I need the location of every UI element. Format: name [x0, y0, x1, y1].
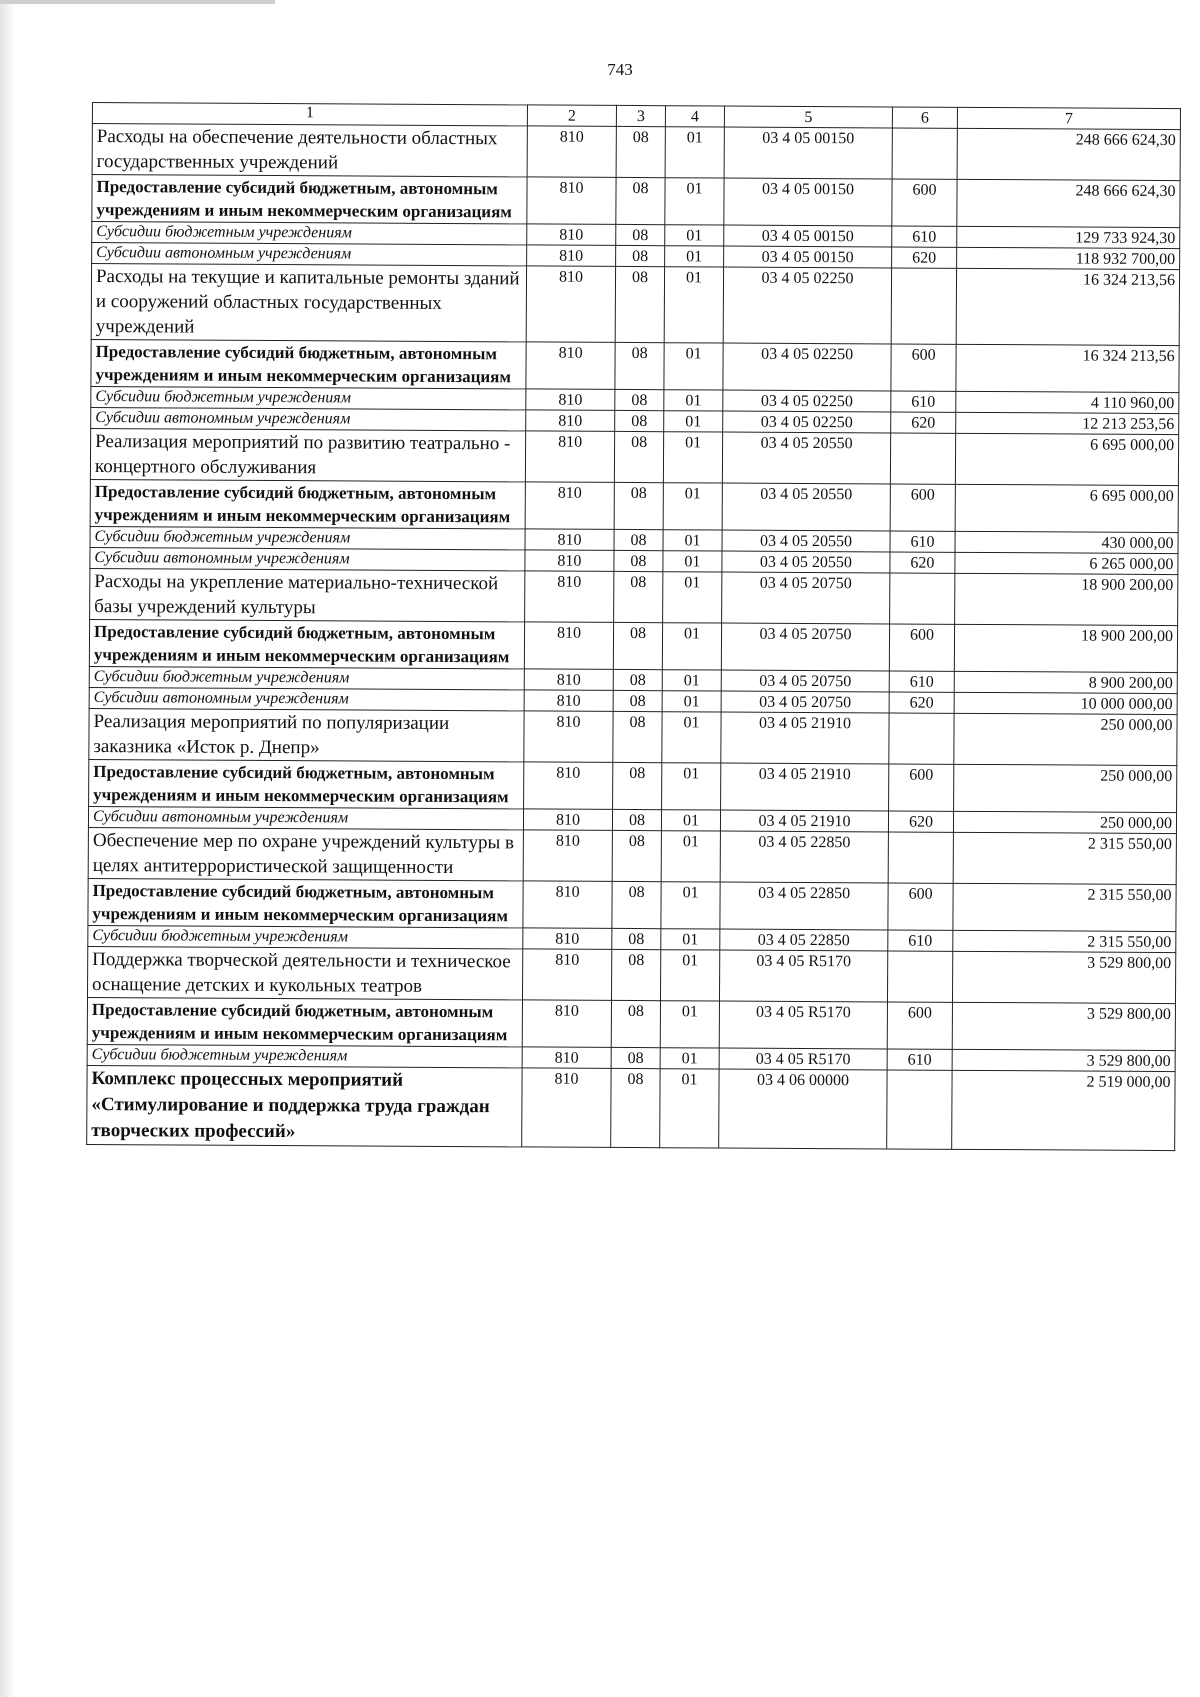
grbs-code-cell: 810: [527, 126, 616, 177]
item-name-cell: Реализация мероприятий по развитию театрально - концертного обслуживания: [90, 428, 525, 481]
amount-cell: 12 213 253,56: [956, 412, 1179, 434]
subsection-code-cell: 01: [665, 127, 724, 178]
section-code-cell: 08: [616, 224, 665, 245]
target-article-cell: 03 4 05 00150: [724, 127, 892, 179]
grbs-code-cell: 810: [524, 711, 613, 762]
target-article-cell: 03 4 05 20550: [722, 551, 890, 573]
subsection-code-cell: 01: [665, 246, 724, 267]
section-code-cell: 08: [611, 1000, 660, 1047]
item-name-cell: Расходы на укрепление материально-технической базы учреждений культуры: [90, 568, 525, 621]
table-row: [87, 1065, 1175, 1150]
target-article-cell: 03 4 05 02250: [723, 343, 891, 391]
section-code-cell: 08: [613, 711, 662, 762]
grbs-code-cell: 810: [522, 1047, 611, 1068]
subsection-code-cell: 01: [662, 670, 721, 691]
target-article-cell: 03 4 05 20550: [722, 432, 890, 484]
column-header: 4: [665, 106, 724, 127]
target-article-cell: 03 4 05 22850: [720, 831, 888, 883]
target-article-cell: 03 4 05 21910: [720, 810, 888, 832]
item-name-cell: Обеспечение мер по охране учреждений культуры в целях антитеррористической защищенности: [88, 827, 523, 880]
expense-type-cell: 610: [891, 391, 956, 412]
expense-type-cell: 600: [889, 624, 954, 671]
section-code-cell: 08: [611, 1047, 660, 1068]
expense-type-cell: 610: [889, 671, 954, 692]
grbs-code-cell: 810: [527, 245, 616, 266]
section-code-cell: 08: [615, 410, 664, 431]
amount-cell: 248 666 624,30: [957, 179, 1180, 227]
section-code-cell: 08: [611, 1068, 660, 1147]
section-code-cell: 08: [615, 342, 664, 389]
section-code-cell: 08: [616, 177, 665, 224]
section-code-cell: 08: [612, 809, 661, 830]
table-row: [89, 759, 1177, 812]
amount-cell: 16 324 213,56: [956, 344, 1179, 392]
subsection-code-cell: 01: [663, 572, 722, 623]
column-header: 1: [92, 103, 527, 126]
amount-cell: 2 315 550,00: [953, 930, 1176, 952]
target-article-cell: 03 4 05 20750: [722, 572, 890, 624]
item-name-cell: Субсидии автономным учреждениям: [92, 243, 527, 266]
item-name-cell: Субсидии бюджетным учреждениям: [90, 526, 525, 549]
item-name-cell: Субсидии бюджетным учреждениям: [91, 386, 526, 409]
target-article-cell: 03 4 05 22850: [720, 882, 888, 930]
budget-table-body: [87, 103, 1181, 1151]
table-row: [88, 878, 1176, 931]
table-row: [92, 175, 1180, 228]
expense-type-cell: 610: [888, 930, 953, 951]
table-row: [90, 428, 1178, 485]
expense-type-cell: 610: [892, 226, 957, 247]
amount-cell: 2 519 000,00: [952, 1070, 1175, 1150]
amount-cell: 18 900 200,00: [954, 624, 1177, 672]
expense-type-cell: 610: [890, 531, 955, 552]
table-row: [92, 124, 1180, 181]
target-article-cell: 03 4 05 21910: [721, 763, 889, 811]
amount-cell: 3 529 800,00: [952, 1002, 1175, 1050]
section-code-cell: 08: [614, 571, 663, 622]
item-name-cell: Комплекс процессных мероприятий «Стимулирование и поддержка труда граждан творческих профессий»: [87, 1065, 522, 1146]
amount-cell: 118 932 700,00: [957, 247, 1180, 269]
section-code-cell: 08: [616, 245, 665, 266]
item-name-cell: Субсидии бюджетным учреждениям: [89, 666, 524, 689]
section-code-cell: 08: [612, 928, 661, 949]
amount-cell: 18 900 200,00: [955, 573, 1178, 625]
grbs-code-cell: 810: [527, 177, 616, 224]
item-name-cell: Субсидии автономным учреждениям: [88, 806, 523, 829]
subsection-code-cell: 01: [663, 483, 722, 530]
target-article-cell: 03 4 05 20750: [721, 623, 889, 671]
section-code-cell: 08: [615, 389, 664, 410]
item-name-cell: Расходы на текущие и капитальные ремонты зданий и сооружений областных государственных учреждений: [91, 264, 526, 342]
amount-cell: 10 000 000,00: [954, 692, 1177, 714]
table-row: [91, 339, 1179, 392]
grbs-code-cell: 810: [524, 690, 613, 711]
grbs-code-cell: 810: [524, 622, 613, 669]
amount-cell: 6 695 000,00: [955, 484, 1178, 532]
amount-cell: 248 666 624,30: [957, 128, 1180, 180]
target-article-cell: 03 4 05 R5170: [719, 1048, 887, 1070]
section-code-cell: 08: [613, 669, 662, 690]
item-name-cell: Субсидии автономным учреждениям: [91, 407, 526, 430]
item-name-cell: Субсидии бюджетным учреждениям: [88, 925, 523, 948]
target-article-cell: 03 4 05 21910: [721, 712, 889, 764]
grbs-code-cell: 810: [525, 529, 614, 550]
section-code-cell: 08: [614, 529, 663, 550]
target-article-cell: 03 4 05 20550: [722, 483, 890, 531]
target-article-cell: 03 4 05 00150: [724, 178, 892, 226]
section-code-cell: 08: [613, 690, 662, 711]
expense-type-cell: 600: [888, 883, 953, 930]
target-article-cell: 03 4 05 00150: [724, 225, 892, 247]
subsection-code-cell: 01: [663, 432, 722, 483]
subsection-code-cell: 01: [663, 551, 722, 572]
amount-cell: 250 000,00: [954, 713, 1177, 765]
table-row: [89, 708, 1177, 765]
amount-cell: 6 695 000,00: [955, 433, 1178, 485]
grbs-code-cell: 810: [526, 342, 615, 389]
budget-table-wrapper: [86, 102, 1181, 1151]
subsection-code-cell: 01: [662, 763, 721, 810]
grbs-code-cell: 810: [524, 762, 613, 809]
page-number: 743: [607, 60, 633, 79]
grbs-code-cell: 810: [525, 482, 614, 529]
amount-cell: 250 000,00: [953, 811, 1176, 833]
subsection-code-cell: 01: [661, 810, 720, 831]
target-article-cell: 03 4 05 22850: [720, 929, 888, 951]
amount-cell: 2 315 550,00: [953, 832, 1176, 884]
target-article-cell: 03 4 06 00000: [719, 1069, 887, 1149]
grbs-code-cell: 810: [526, 389, 615, 410]
item-name-cell: Предоставление субсидий бюджетным, автономным учреждениям и иным некоммерческим организациям: [89, 619, 524, 668]
target-article-cell: 03 4 05 02250: [723, 267, 891, 344]
column-header: 3: [616, 105, 665, 126]
expense-type-cell: 600: [891, 344, 956, 391]
expense-type-cell: 600: [890, 484, 955, 531]
expense-type-cell: 620: [892, 247, 957, 268]
amount-cell: 430 000,00: [955, 531, 1178, 553]
subsection-code-cell: 01: [665, 178, 724, 225]
amount-cell: 3 529 800,00: [952, 951, 1175, 1003]
item-name-cell: Предоставление субсидий бюджетным, автономным учреждениям и иным некоммерческим организациям: [90, 479, 525, 528]
section-code-cell: 08: [614, 431, 663, 482]
grbs-code-cell: 810: [523, 830, 612, 881]
table-row: [88, 827, 1176, 884]
item-name-cell: Субсидии автономным учреждениям: [90, 547, 525, 570]
expense-type-cell: [891, 268, 956, 344]
table-row: [90, 479, 1178, 532]
subsection-code-cell: 01: [663, 530, 722, 551]
subsection-code-cell: 01: [660, 1001, 719, 1048]
expense-type-cell: [889, 713, 954, 764]
grbs-code-cell: 810: [523, 881, 612, 928]
budget-table: [86, 102, 1181, 1151]
expense-type-cell: [890, 433, 955, 484]
target-article-cell: 03 4 05 20550: [722, 530, 890, 552]
target-article-cell: 03 4 05 02250: [723, 411, 891, 433]
expense-type-cell: 600: [889, 764, 954, 811]
subsection-code-cell: 01: [664, 390, 723, 411]
item-name-cell: Предоставление субсидий бюджетным, автономным учреждениям и иным некоммерческим организациям: [89, 759, 524, 808]
section-code-cell: 08: [614, 482, 663, 529]
grbs-code-cell: 810: [523, 928, 612, 949]
table-row: [87, 997, 1175, 1050]
section-code-cell: 08: [616, 126, 665, 177]
subsection-code-cell: 01: [660, 1069, 719, 1148]
item-name-cell: Субсидии автономным учреждениям: [89, 687, 524, 710]
target-article-cell: 03 4 05 20750: [721, 691, 889, 713]
amount-cell: 16 324 213,56: [956, 268, 1179, 345]
section-code-cell: 08: [614, 550, 663, 571]
target-article-cell: 03 4 05 02250: [723, 390, 891, 412]
expense-type-cell: 620: [891, 412, 956, 433]
target-article-cell: 03 4 05 00150: [724, 246, 892, 268]
grbs-code-cell: 810: [525, 571, 614, 622]
amount-cell: 4 110 960,00: [956, 391, 1179, 413]
target-article-cell: 03 4 05 20750: [721, 670, 889, 692]
column-header: 5: [724, 106, 892, 128]
subsection-code-cell: 01: [664, 343, 723, 390]
expense-type-cell: 600: [892, 179, 957, 226]
section-code-cell: 08: [613, 762, 662, 809]
expense-type-cell: [888, 832, 953, 883]
section-code-cell: 08: [612, 881, 661, 928]
subsection-code-cell: 01: [661, 831, 720, 882]
grbs-code-cell: 810: [525, 550, 614, 571]
amount-cell: 129 733 924,30: [957, 226, 1180, 248]
amount-cell: 8 900 200,00: [954, 671, 1177, 693]
subsection-code-cell: 01: [664, 411, 723, 432]
expense-type-cell: 620: [889, 692, 954, 713]
section-code-cell: 08: [613, 622, 662, 669]
grbs-code-cell: 810: [525, 431, 614, 482]
expense-type-cell: [887, 1070, 952, 1149]
item-name-cell: Предоставление субсидий бюджетным, автономным учреждениям и иным некоммерческим организациям: [91, 339, 526, 388]
column-header: 2: [527, 105, 616, 126]
grbs-code-cell: 810: [526, 266, 615, 342]
grbs-code-cell: 810: [527, 224, 616, 245]
expense-type-cell: 600: [887, 1002, 952, 1049]
item-name-cell: Предоставление субсидий бюджетным, автономным учреждениям и иным некоммерческим организациям: [92, 175, 527, 224]
section-code-cell: 08: [615, 266, 664, 342]
subsection-code-cell: 01: [660, 950, 719, 1001]
subsection-code-cell: 01: [664, 267, 723, 343]
scan-edge-shadow: [0, 0, 16, 1697]
item-name-cell: Субсидии бюджетным учреждениям: [87, 1044, 522, 1067]
section-code-cell: 08: [612, 830, 661, 881]
amount-cell: 6 265 000,00: [955, 552, 1178, 574]
expense-type-cell: 620: [890, 552, 955, 573]
target-article-cell: 03 4 05 R5170: [719, 1001, 887, 1049]
amount-cell: 250 000,00: [954, 764, 1177, 812]
grbs-code-cell: 810: [522, 1068, 611, 1147]
item-name-cell: Поддержка творческой деятельности и техническое оснащение детских и кукольных театров: [87, 946, 522, 999]
grbs-code-cell: 810: [522, 949, 611, 1000]
item-name-cell: Расходы на обеспечение деятельности областных государственных учреждений: [92, 124, 527, 177]
item-name-cell: Предоставление субсидий бюджетным, автономным учреждениям и иным некоммерческим организациям: [88, 878, 523, 927]
item-name-cell: Предоставление субсидий бюджетным, автономным учреждениям и иным некоммерческим организациям: [87, 997, 522, 1046]
expense-type-cell: [892, 128, 957, 179]
subsection-code-cell: 01: [665, 225, 724, 246]
grbs-code-cell: 810: [522, 1000, 611, 1047]
grbs-code-cell: 810: [526, 410, 615, 431]
subsection-code-cell: 01: [661, 929, 720, 950]
column-header: 6: [892, 107, 957, 128]
expense-type-cell: [887, 951, 952, 1002]
scan-top-line: [0, 0, 275, 4]
subsection-code-cell: 01: [661, 882, 720, 929]
expense-type-cell: 620: [888, 811, 953, 832]
item-name-cell: Субсидии бюджетным учреждениям: [92, 222, 527, 245]
subsection-code-cell: 01: [662, 712, 721, 763]
target-article-cell: 03 4 05 R5170: [719, 950, 887, 1002]
expense-type-cell: [890, 573, 955, 624]
table-row: [90, 568, 1178, 625]
subsection-code-cell: 01: [662, 623, 721, 670]
subsection-code-cell: 01: [662, 691, 721, 712]
table-row: [91, 264, 1179, 346]
column-header: 7: [957, 107, 1180, 129]
amount-cell: 3 529 800,00: [952, 1049, 1175, 1071]
table-row: [89, 619, 1177, 672]
expense-type-cell: 610: [887, 1049, 952, 1070]
grbs-code-cell: 810: [524, 669, 613, 690]
table-row: [87, 946, 1175, 1003]
grbs-code-cell: 810: [523, 809, 612, 830]
amount-cell: 2 315 550,00: [953, 883, 1176, 931]
subsection-code-cell: 01: [660, 1048, 719, 1069]
item-name-cell: Реализация мероприятий по популяризации заказника «Исток р. Днепр»: [89, 708, 524, 761]
section-code-cell: 08: [611, 949, 660, 1000]
